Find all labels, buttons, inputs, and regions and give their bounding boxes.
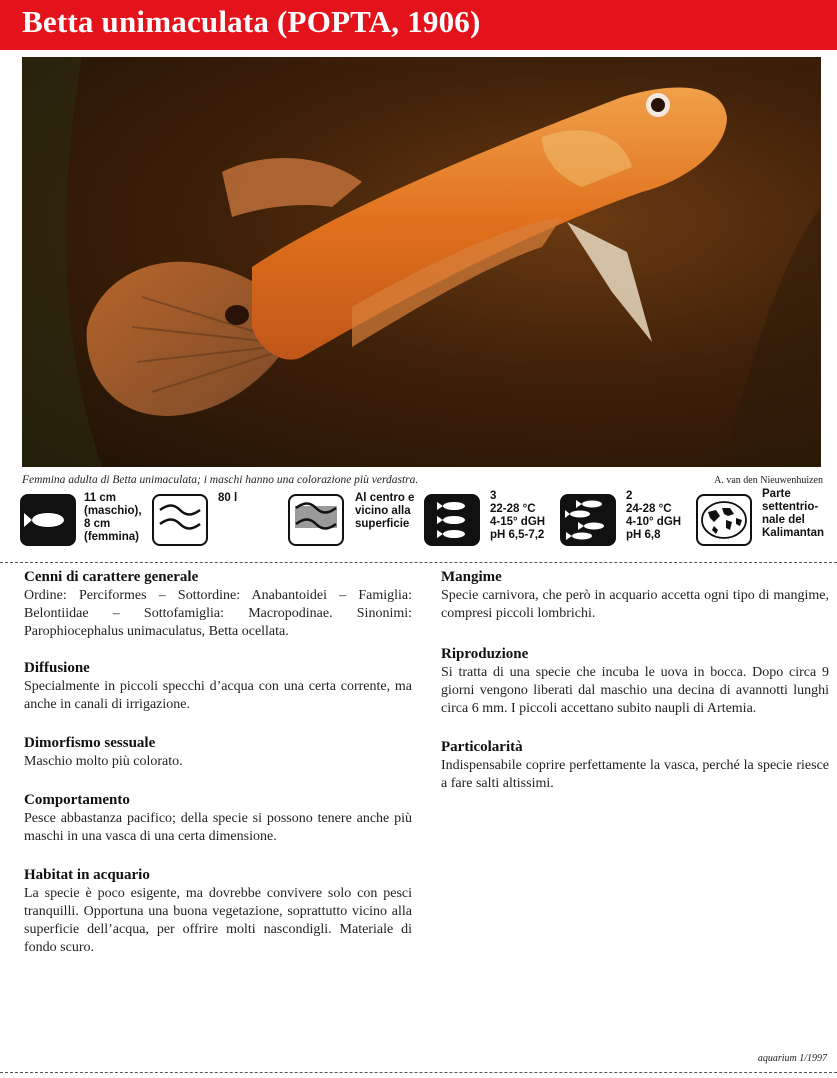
tank-volume-text: 80 l	[218, 492, 238, 504]
section-distribution	[24, 659, 412, 714]
section-heading: Particolarità	[441, 739, 523, 755]
page-title: Betta unimaculata (POPTA, 1906)	[22, 4, 481, 39]
section-text: Indispensabile coprire perfettamente la vasca, perché la specie riesce a fare salti altissimi.	[441, 758, 829, 791]
swim-zone-text: Al centro e vicino alla superficie	[355, 492, 415, 530]
section-habitat	[24, 866, 412, 957]
fish-photo	[22, 57, 821, 467]
left-column	[24, 568, 412, 957]
water-parameters-1-text: 3 22-28 °C 4-15° dGH pH 6,5-7,2	[490, 490, 546, 541]
section-text: Maschio molto più colorato.	[24, 754, 183, 769]
section-text: Specie carnivora, che però in acquario accetta ogni tipo di mangime, compresi piccoli lombrichi.	[441, 588, 829, 621]
fish-size-icon	[20, 494, 76, 546]
fish-group-icon	[424, 494, 480, 546]
section-text: Si tratta di una specie che incuba le uova in bocca. Dopo circa 9 giorni vengono liberati dal maschio una decina di avannotti lunghi circa 6 mm. I piccoli accettano subito naupli di Artemia.	[441, 665, 829, 716]
section-behavior	[24, 791, 412, 846]
origin-text: Parte settentrio- nale del Kalimantan	[762, 488, 824, 539]
section-heading: Mangime	[441, 569, 502, 585]
section-food	[441, 568, 829, 623]
section-heading: Dimorfismo sessuale	[24, 735, 156, 751]
breeding-water-icon	[560, 494, 616, 546]
section-text: Specialmente in piccoli specchi d’acqua con una certa corrente, ma anche in canali di irrigazione.	[24, 679, 412, 712]
section-heading: Habitat in acquario	[24, 867, 150, 883]
section-heading: Riproduzione	[441, 646, 529, 662]
fish-illustration	[22, 57, 821, 467]
divider-bottom	[0, 1072, 837, 1073]
divider-top	[0, 562, 837, 563]
section-heading: Comportamento	[24, 792, 130, 808]
water-parameters-2-text: 2 24-28 °C 4-10° dGH pH 6,8	[626, 490, 682, 541]
fish-size-text: 11 cm (maschio), 8 cm (femmina)	[84, 492, 142, 543]
section-heading: Diffusione	[24, 660, 90, 676]
title-bar	[0, 0, 837, 50]
right-column	[441, 568, 829, 793]
section-reproduction	[441, 645, 829, 718]
section-heading: Cenni di carattere generale	[24, 569, 199, 585]
section-dimorphism	[24, 734, 412, 771]
world-map-icon	[696, 494, 752, 546]
tank-icon	[152, 494, 208, 546]
photo-credit: A. van den Nieuwenhuizen	[714, 475, 823, 486]
footer-source: aquarium 1/1997	[757, 1053, 827, 1064]
section-text: Pesce abbastanza pacifico; della specie si possono tenere anche più maschi in una vasca di una certa dimensione.	[24, 811, 412, 844]
section-text: La specie è poco esigente, ma dovrebbe convivere solo con pesci tranquilli. Opportuna una buona vegetazione, soprattutto vicino alla superficie dell’acqua, per offrire molti nascondigli. Materiale di fondo scuro.	[24, 886, 412, 955]
swim-zone-icon	[288, 494, 344, 546]
section-peculiarities	[441, 738, 829, 793]
section-general	[24, 568, 412, 641]
section-text: Ordine: Perciformes – Sottordine: Anabantoidei – Famiglia: Belontiidae – Sottofamiglia: Macropodinae. Sinonimi: Parophiocephalus unimaculatus, Betta ocellata.	[24, 588, 412, 639]
photo-caption: Femmina adulta di Betta unimaculata; i maschi hanno una colorazione più verdastra.	[22, 474, 419, 486]
